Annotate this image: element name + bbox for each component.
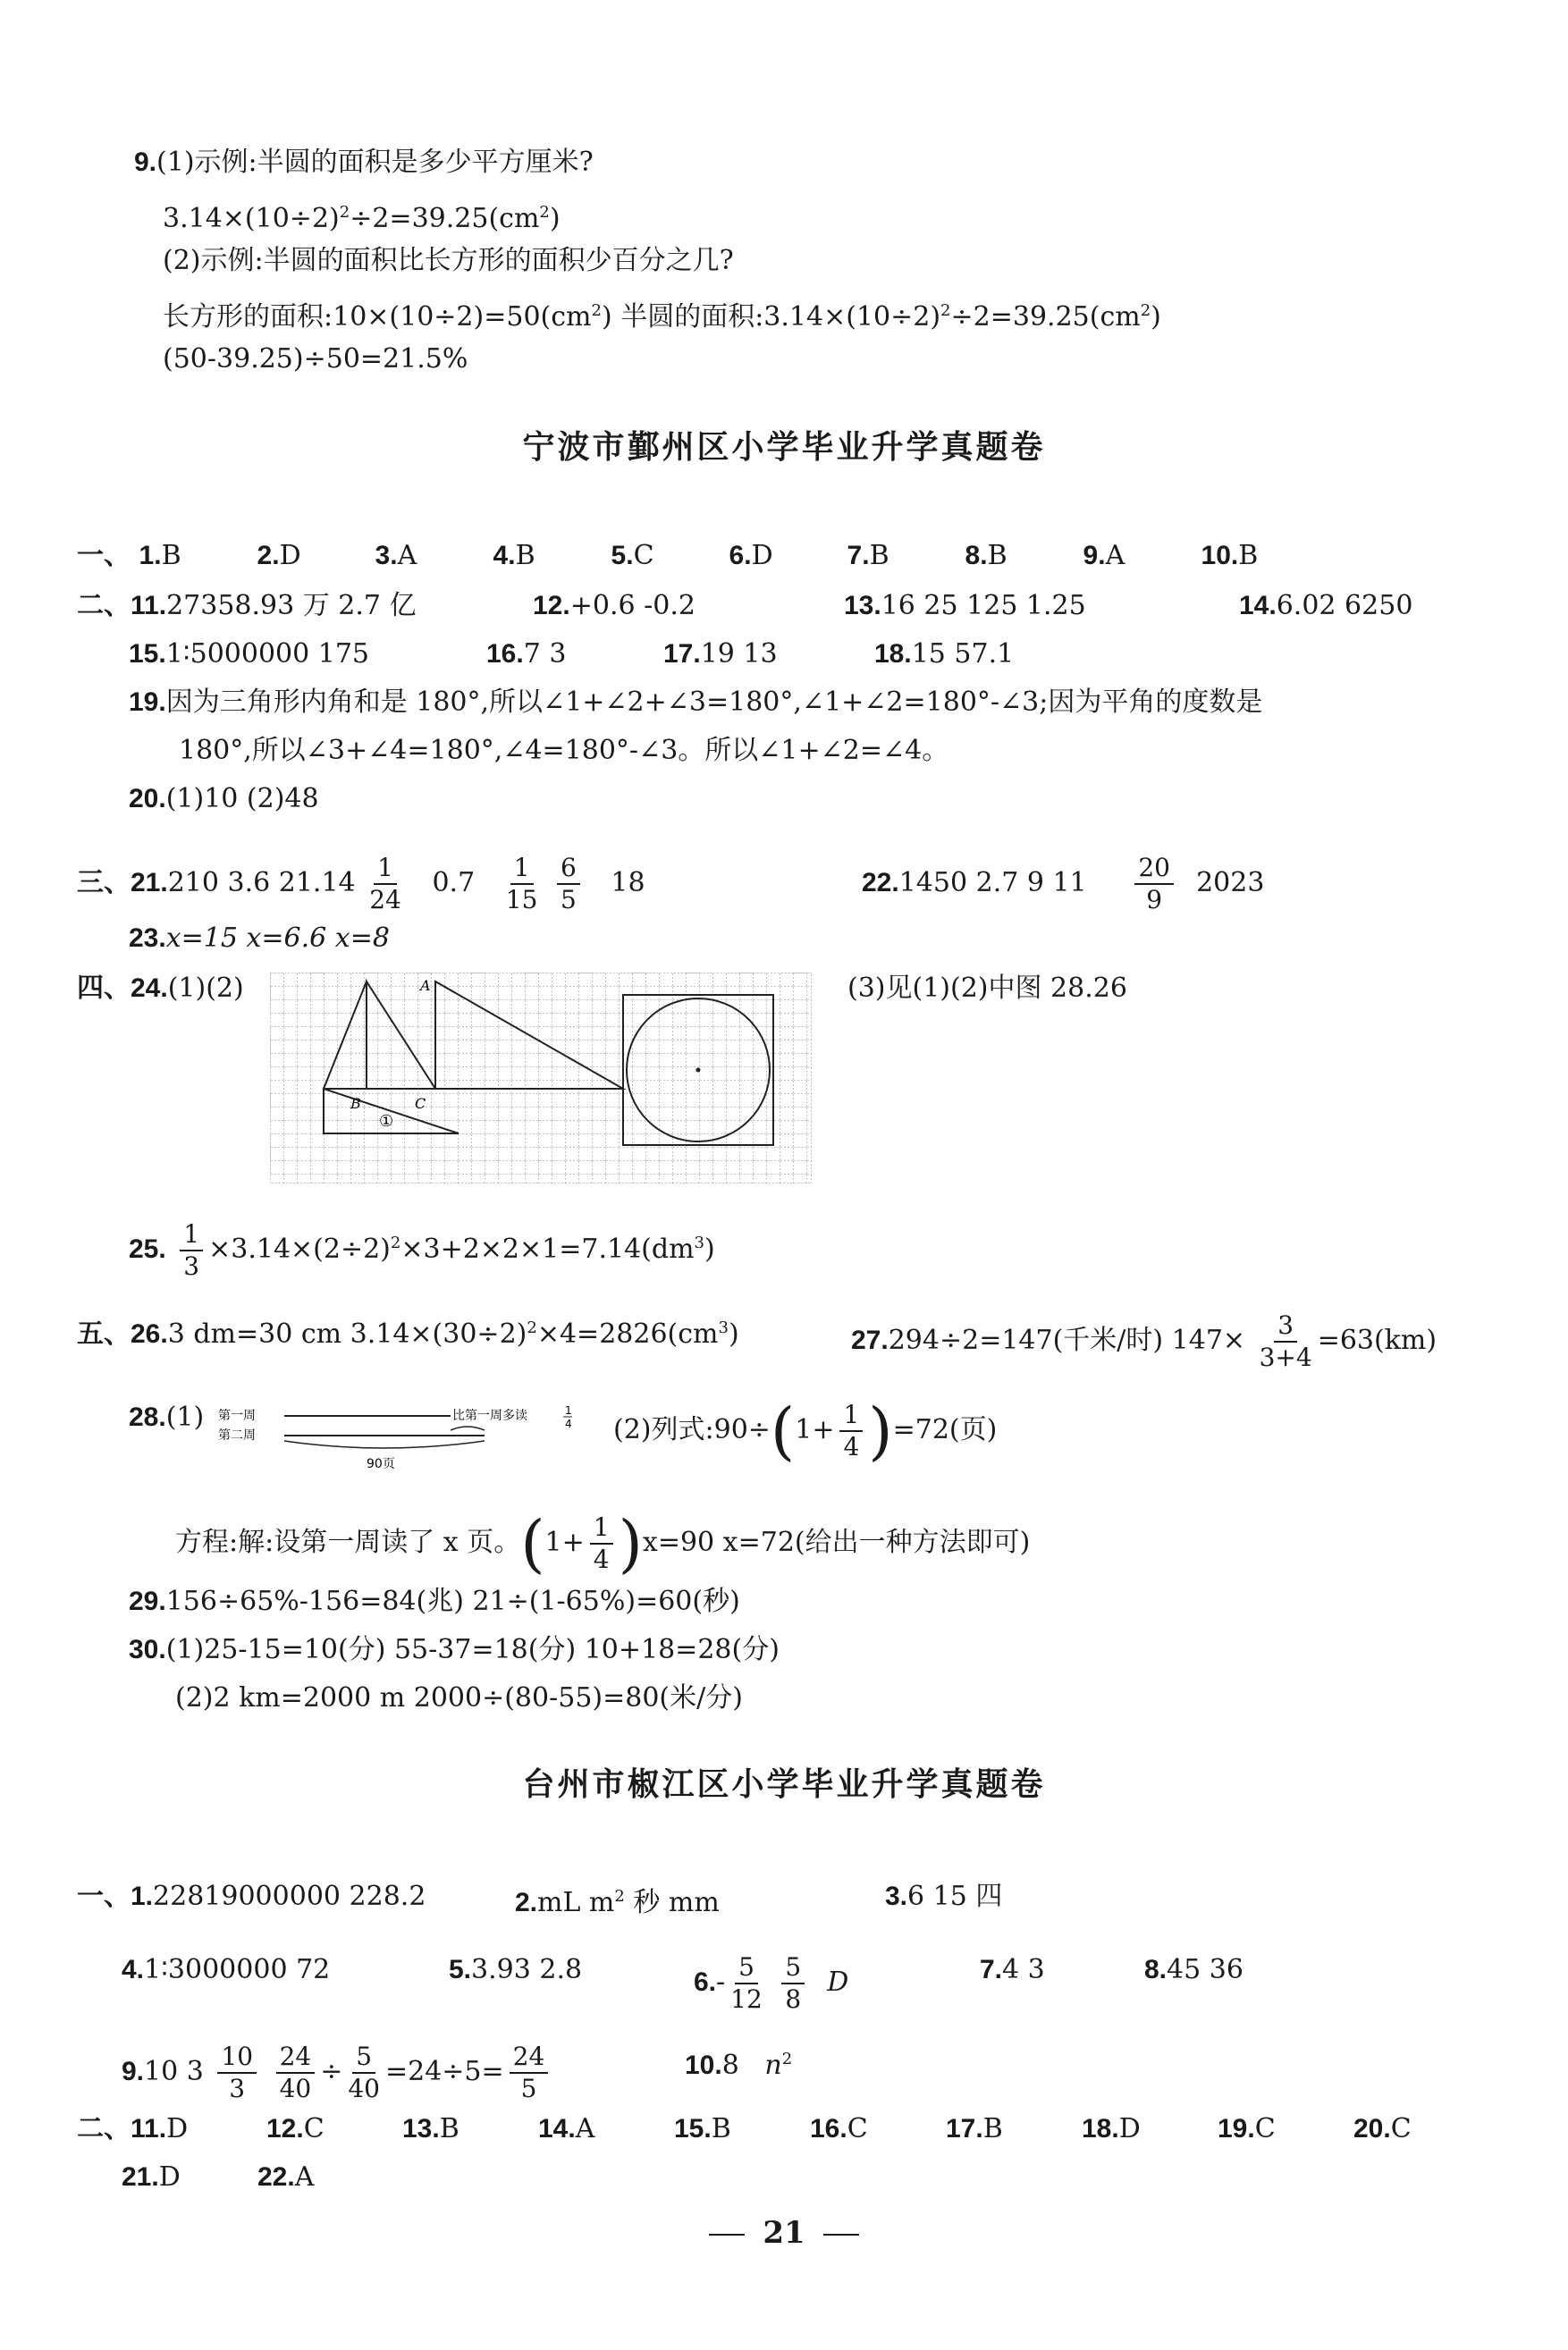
svg-text:比第一周多读: 比第一周多读 <box>452 1409 527 1423</box>
answer-item: 4.B <box>493 540 535 571</box>
label-a: A <box>420 977 431 994</box>
exam2-title: 台州市椒江区小学毕业升学真题卷 <box>522 1766 1046 1803</box>
exam2-row-1-3: 一、1.22819000000 228.2 <box>77 1881 426 1912</box>
svg-text:第二周: 第二周 <box>218 1428 256 1443</box>
q9-line2: $3.14\times(10\div 2)^2\div 2=39.25(cm^2)$ <box>163 203 561 234</box>
answer-item: 15.B <box>674 2113 731 2144</box>
page-number: 21 <box>0 2215 1568 2251</box>
answer-item: 16.C <box>810 2113 868 2144</box>
q9-line3: (2)示例:半圆的面积比长方形的面积少百分之几? <box>163 245 734 276</box>
q9-line4: 长方形的面积$:10\times(10\div 2)=50(cm^2)$ 半圆的面积$:3.14\times(10\div 2)^2\div 2=39.25(cm^2)$ <box>163 301 1161 333</box>
answer-item: 17.B <box>946 2113 1003 2144</box>
answer-item: 10.B <box>1201 540 1259 571</box>
answer-item: 6.D <box>729 540 773 571</box>
answer-item: 9.A <box>1083 540 1125 571</box>
answer-item: 19.C <box>1218 2113 1276 2144</box>
exam1-q24: 四、24.(1)(2) <box>77 973 244 1004</box>
exam1-q29: 29.156÷65%-156=84(兆) 21÷(1-65%)=60(秒) <box>129 1586 740 1617</box>
exam2-section2-row2 <box>122 2160 393 2195</box>
exam1-section1: 一、 1.B 2.D 3.A 4.B 5.C 6.D 7.B 8.B 9.A 10.B <box>77 538 1319 574</box>
label-1: ① <box>379 1112 394 1131</box>
exam2-row-9-10: 9.10 3 $\frac{10}{3}$ $\frac{24}{40}$ ÷ $\frac{5}{40}$ =24÷5= $\frac{24}{5}$ <box>122 2042 553 2104</box>
svg-text:90页: 90页 <box>367 1457 395 1471</box>
svg-text:1: 1 <box>565 1404 572 1417</box>
exam1-q21: 三、21.210 3.6 21.14 $\frac{1}{24}$ 0.7 $\frac{1}{15}$ $\frac{6}{5}$ 18 <box>77 853 645 914</box>
exam1-q20: 20.(1)10 (2)48 <box>129 783 319 814</box>
answer-item: 2.D <box>257 540 301 571</box>
exam2-section2: 二、11.D 12.C 13.B 14.A 15.B 16.C 17.B 18.D 19.C 20.C <box>77 2111 1489 2147</box>
answer-item: 7.B <box>847 540 889 571</box>
answer-item: 3.A <box>375 540 417 571</box>
answer-item: 12.C <box>266 2113 325 2144</box>
line-segment-diagram <box>216 1403 592 1475</box>
answer-item: 21.D <box>122 2161 181 2193</box>
exam1-row-15-18: 15.1∶5000000 175 <box>129 638 370 670</box>
answer-item: 22.A <box>257 2161 315 2193</box>
exam2-row-4-8: 4.1∶3000000 72 <box>122 1954 331 1985</box>
exam1-title: 宁波市鄞州区小学毕业升学真题卷 <box>522 429 1046 466</box>
exam1-q24-part3: (3)见(1)(2)中图 28.26 <box>847 973 1127 1004</box>
svg-text:4: 4 <box>565 1418 572 1430</box>
exam1-q23: 23.x=15 x=6.6 x=8 <box>129 922 390 954</box>
exam1-q30: 30.(1)25-15=10(分) 55-37=18(分) 10+18=28(分) <box>129 1634 780 1665</box>
exam1-q25: 25. $\frac{1}{3}$ $\times 3.14\times(2\div 2)^2\times 3+2\times 2\times 1=7.14(dm^3)$ <box>129 1219 715 1281</box>
exam1-q19: 19.因为三角形内角和是 180°,所以∠1+∠2+∠3=180°,∠1+∠2=180°-∠3;因为平角的度数是 <box>129 686 1263 718</box>
answer-item: 8.B <box>965 540 1007 571</box>
label-c: C <box>415 1095 426 1112</box>
exam1-q28: 28.(1) <box>129 1402 205 1433</box>
label-b: B <box>350 1095 361 1112</box>
geometry-grid-figure <box>270 973 812 1183</box>
answer-item: 13.B <box>402 2113 459 2144</box>
q9-line1: 9.(1)示例:半圆的面积是多少平方厘米? <box>134 147 594 178</box>
exam1-q27: 27.294÷2=147(千米/时) 147× $\frac{3}{3+4}$ =63(km) <box>851 1310 1437 1372</box>
answer-item: 11.D <box>131 2113 189 2144</box>
exam1-row-11-14: 二、11.27358.93 万 2.7 亿 <box>77 590 417 621</box>
answer-item: 20.C <box>1353 2113 1412 2144</box>
answer-item: 5.C <box>611 540 654 571</box>
answer-item: 14.A <box>538 2113 595 2144</box>
exam1-q22: 22.1450 2.7 9 11 $\frac{20}{9}$ 2023 <box>862 853 1265 914</box>
exam1-q28-part2: (2)列式:90÷(1+ $\frac{1}{4}$ )=72(页) <box>613 1394 998 1468</box>
answer-item: 1.B <box>139 540 181 571</box>
answer-item: 18.D <box>1082 2113 1141 2144</box>
q9-line5: (50-39.25)÷50=21.5% <box>163 343 468 375</box>
svg-text:第一周: 第一周 <box>218 1409 256 1423</box>
exam1-q28-equation: 方程:解:设第一周读了 x 页。(1+ $\frac{1}{4}$ )x=90 x=72(给出一种方法即可) <box>175 1507 1031 1580</box>
exam1-q26: 五、26.3 dm=30 cm $3.14\times(30\div 2)^2\times 4=2826(cm^3)$ <box>77 1318 739 1350</box>
